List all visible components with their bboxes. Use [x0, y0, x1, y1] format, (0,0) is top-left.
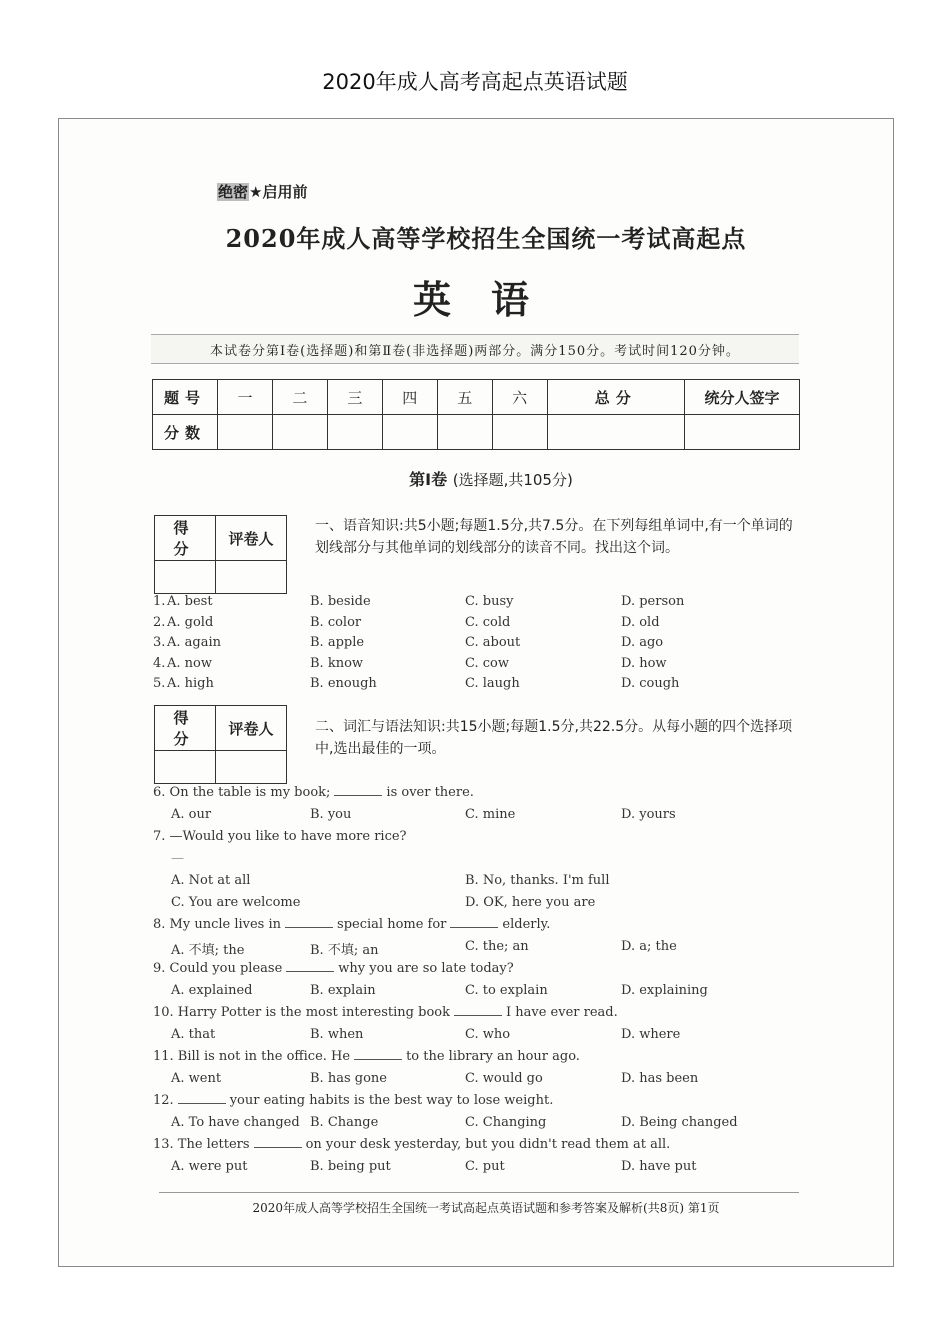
score-cell — [547, 415, 684, 450]
option-d: D. old — [621, 614, 660, 630]
stem-text: 12. — [153, 1093, 174, 1108]
option-c: C. put — [465, 1159, 505, 1174]
option-c: C. busy — [465, 594, 514, 609]
question-stem — [153, 1137, 813, 1159]
section1-questions — [153, 594, 793, 697]
answer-blank — [354, 1049, 402, 1060]
stem-text: your eating habits is the best way to lose weight. — [229, 1093, 554, 1108]
option-b: B. being put — [310, 1159, 391, 1174]
score-cell — [218, 415, 273, 450]
option-b: B. enough — [310, 676, 377, 691]
option-d: D. have put — [621, 1159, 697, 1174]
stem-text: on your desk yesterday, but you didn't read them at all. — [305, 1137, 671, 1152]
subject-title: 英语 — [412, 278, 569, 322]
question-number-label: 题号 — [153, 380, 218, 415]
option-d: D. has been — [621, 1071, 699, 1086]
option-b: B. color — [310, 614, 362, 630]
question-stem — [153, 1005, 813, 1027]
question-stem — [153, 829, 813, 851]
score-cell — [437, 415, 492, 450]
option-a: A. Not at all — [171, 873, 251, 888]
option-d: D. yours — [621, 807, 676, 822]
reply-line — [153, 851, 813, 873]
question-stem — [153, 961, 813, 983]
grader-name-label: 评卷人 — [216, 706, 287, 751]
option-b: B. explain — [310, 983, 376, 998]
option-b: B. you — [310, 807, 352, 822]
stem-text: 6. On the table is my book; — [153, 785, 331, 800]
score-table — [152, 379, 800, 450]
question-number: 4. — [153, 655, 166, 671]
option-b: B. Change — [310, 1115, 379, 1130]
question-stem — [153, 917, 813, 939]
question-row — [153, 656, 793, 677]
option-b: B. when — [310, 1027, 364, 1042]
answer-blank — [450, 917, 498, 928]
stem-text: why you are so late today? — [338, 961, 514, 976]
question-row — [153, 635, 793, 656]
page-footer: 2020年成人高等学校招生全国统一考试高起点英语试题和参考答案及解析(共8页) 第1页 — [252, 1201, 720, 1215]
score-cell — [685, 415, 800, 450]
grader-name-label: 评卷人 — [216, 516, 287, 561]
score-col-3: 三 — [327, 380, 382, 415]
score-cell — [492, 415, 547, 450]
stem-text: to the library an hour ago. — [406, 1049, 580, 1064]
question-stem — [153, 1049, 813, 1071]
question-row — [153, 615, 793, 636]
option-c: C. mine — [465, 807, 516, 822]
options-row — [153, 1071, 813, 1093]
section2-instruction: 二、词汇与语法知识:共15小题;每题1.5分,共22.5分。从每小题的四个选择项中,选出最佳的一项。 — [315, 719, 793, 757]
options-row — [153, 1115, 813, 1137]
before-use-label: ★启用前 — [249, 183, 308, 201]
score-col-2: 二 — [272, 380, 327, 415]
option-d: D. OK, here you are — [465, 895, 596, 910]
option-c: C. to explain — [465, 983, 548, 998]
document-title: 2020年成人高考高起点英语试题 — [322, 70, 628, 94]
question-number: 2. — [153, 614, 166, 630]
option-a: A. high — [167, 676, 214, 691]
option-a: A. best — [167, 594, 213, 609]
option-b: B. apple — [310, 635, 365, 650]
option-a: A. that — [171, 1027, 216, 1042]
score-col-5: 五 — [437, 380, 492, 415]
option-d: D. cough — [621, 676, 680, 691]
score-row-label: 分数 — [153, 415, 218, 450]
grader-score-label: 得 分 — [155, 706, 216, 751]
option-b: B. No, thanks. I'm full — [465, 873, 610, 888]
question-number: 5. — [153, 676, 166, 691]
grader-box-2 — [154, 705, 287, 784]
stem-text: 10. Harry Potter is the most interesting book — [153, 1005, 450, 1020]
score-col-1: 一 — [218, 380, 273, 415]
signer-label: 统分人签字 — [685, 380, 800, 415]
option-b: B. has gone — [310, 1071, 387, 1086]
option-c: C. would go — [465, 1071, 543, 1086]
option-c: C. laugh — [465, 676, 520, 691]
reply-dash: — — [171, 851, 184, 866]
option-b: B. know — [310, 655, 364, 671]
stem-text: 8. My uncle lives in — [153, 917, 282, 932]
grader-box-1 — [154, 515, 287, 594]
option-d: D. explaining — [621, 983, 708, 998]
section2-questions — [153, 785, 813, 1181]
confidential-mark — [217, 181, 307, 202]
option-c: C. the; an — [465, 939, 529, 954]
grader-score-label: 得 分 — [155, 516, 216, 561]
exam-title: 2020年成人高等学校招生全国统一考试高起点 — [225, 224, 747, 253]
grader-name-cell — [216, 751, 287, 784]
answer-blank — [286, 961, 334, 972]
option-c: C. who — [465, 1027, 511, 1042]
options-row — [153, 807, 813, 829]
exam-note: 本试卷分第Ⅰ卷(选择题)和第Ⅱ卷(非选择题)两部分。满分150分。考试时间120分钟。 — [151, 334, 799, 364]
score-table-score-row — [153, 415, 800, 450]
question-row — [153, 594, 793, 615]
option-b: B. 不填; an — [310, 943, 379, 958]
option-d: D. a; the — [621, 939, 677, 954]
grader-score-cell — [155, 751, 216, 784]
part1-note: (选择题,共105分) — [452, 471, 573, 489]
score-col-6: 六 — [492, 380, 547, 415]
option-d: D. how — [621, 655, 667, 671]
stem-text: special home for — [337, 917, 447, 932]
options-row — [153, 873, 813, 895]
option-d: D. person — [621, 594, 685, 609]
answer-blank — [334, 785, 382, 796]
question-stem — [153, 785, 813, 807]
stem-text: elderly. — [502, 917, 551, 932]
answer-blank — [254, 1137, 302, 1148]
question-row — [153, 676, 793, 697]
option-c: C. You are welcome — [171, 895, 301, 910]
stem-text: 11. Bill is not in the office. He — [153, 1049, 351, 1064]
option-a: A. again — [167, 635, 222, 650]
stem-text: I have ever read. — [506, 1005, 618, 1020]
option-a: A. To have changed — [171, 1115, 300, 1130]
stem-text: is over there. — [386, 785, 474, 800]
score-col-4: 四 — [382, 380, 437, 415]
answer-blank — [454, 1005, 502, 1016]
option-a: A. went — [171, 1071, 222, 1086]
option-a: A. 不填; the — [171, 943, 245, 958]
question-number: 1. — [153, 594, 166, 609]
section1-instruction: 一、语音知识:共5小题;每题1.5分,共7.5分。在下列每组单词中,有一个单词的划线部分与其他单词的划线部分的读音不同。找出这个词。 — [315, 518, 793, 556]
stem-text: 9. Could you please — [153, 961, 283, 976]
option-c: C. cow — [465, 655, 509, 671]
option-a: A. now — [167, 655, 212, 671]
score-cell — [272, 415, 327, 450]
option-d: D. Being changed — [621, 1115, 738, 1130]
option-c: C. about — [465, 635, 521, 650]
score-cell — [327, 415, 382, 450]
stem-text: 7. —Would you like to have more rice? — [153, 829, 407, 844]
option-b: B. beside — [310, 594, 371, 609]
scanned-exam-page — [58, 118, 894, 1267]
option-d: D. ago — [621, 635, 664, 650]
score-table-header-row — [153, 380, 800, 415]
option-a: A. gold — [167, 614, 214, 630]
answer-blank — [285, 917, 333, 928]
options-row — [153, 895, 813, 917]
options-row — [153, 1027, 813, 1049]
part1-label: 第Ⅰ卷 — [409, 470, 448, 489]
option-d: D. where — [621, 1027, 681, 1042]
option-c: C. cold — [465, 614, 511, 630]
options-row — [153, 939, 813, 961]
option-c: C. Changing — [465, 1115, 547, 1130]
question-stem — [153, 1093, 813, 1115]
grader-score-cell — [155, 561, 216, 594]
options-row — [153, 1159, 813, 1181]
question-number: 3. — [153, 635, 166, 650]
stem-text: 13. The letters — [153, 1137, 250, 1152]
option-a: A. explained — [171, 983, 253, 998]
answer-blank — [178, 1093, 226, 1104]
part1-title — [59, 467, 893, 490]
grader-name-cell — [216, 561, 287, 594]
options-row — [153, 983, 813, 1005]
option-a: A. our — [171, 807, 212, 822]
confidential-label: 绝密 — [218, 183, 249, 201]
footer-divider — [159, 1192, 799, 1193]
score-cell — [382, 415, 437, 450]
option-a: A. were put — [171, 1159, 248, 1174]
total-label: 总分 — [547, 380, 684, 415]
